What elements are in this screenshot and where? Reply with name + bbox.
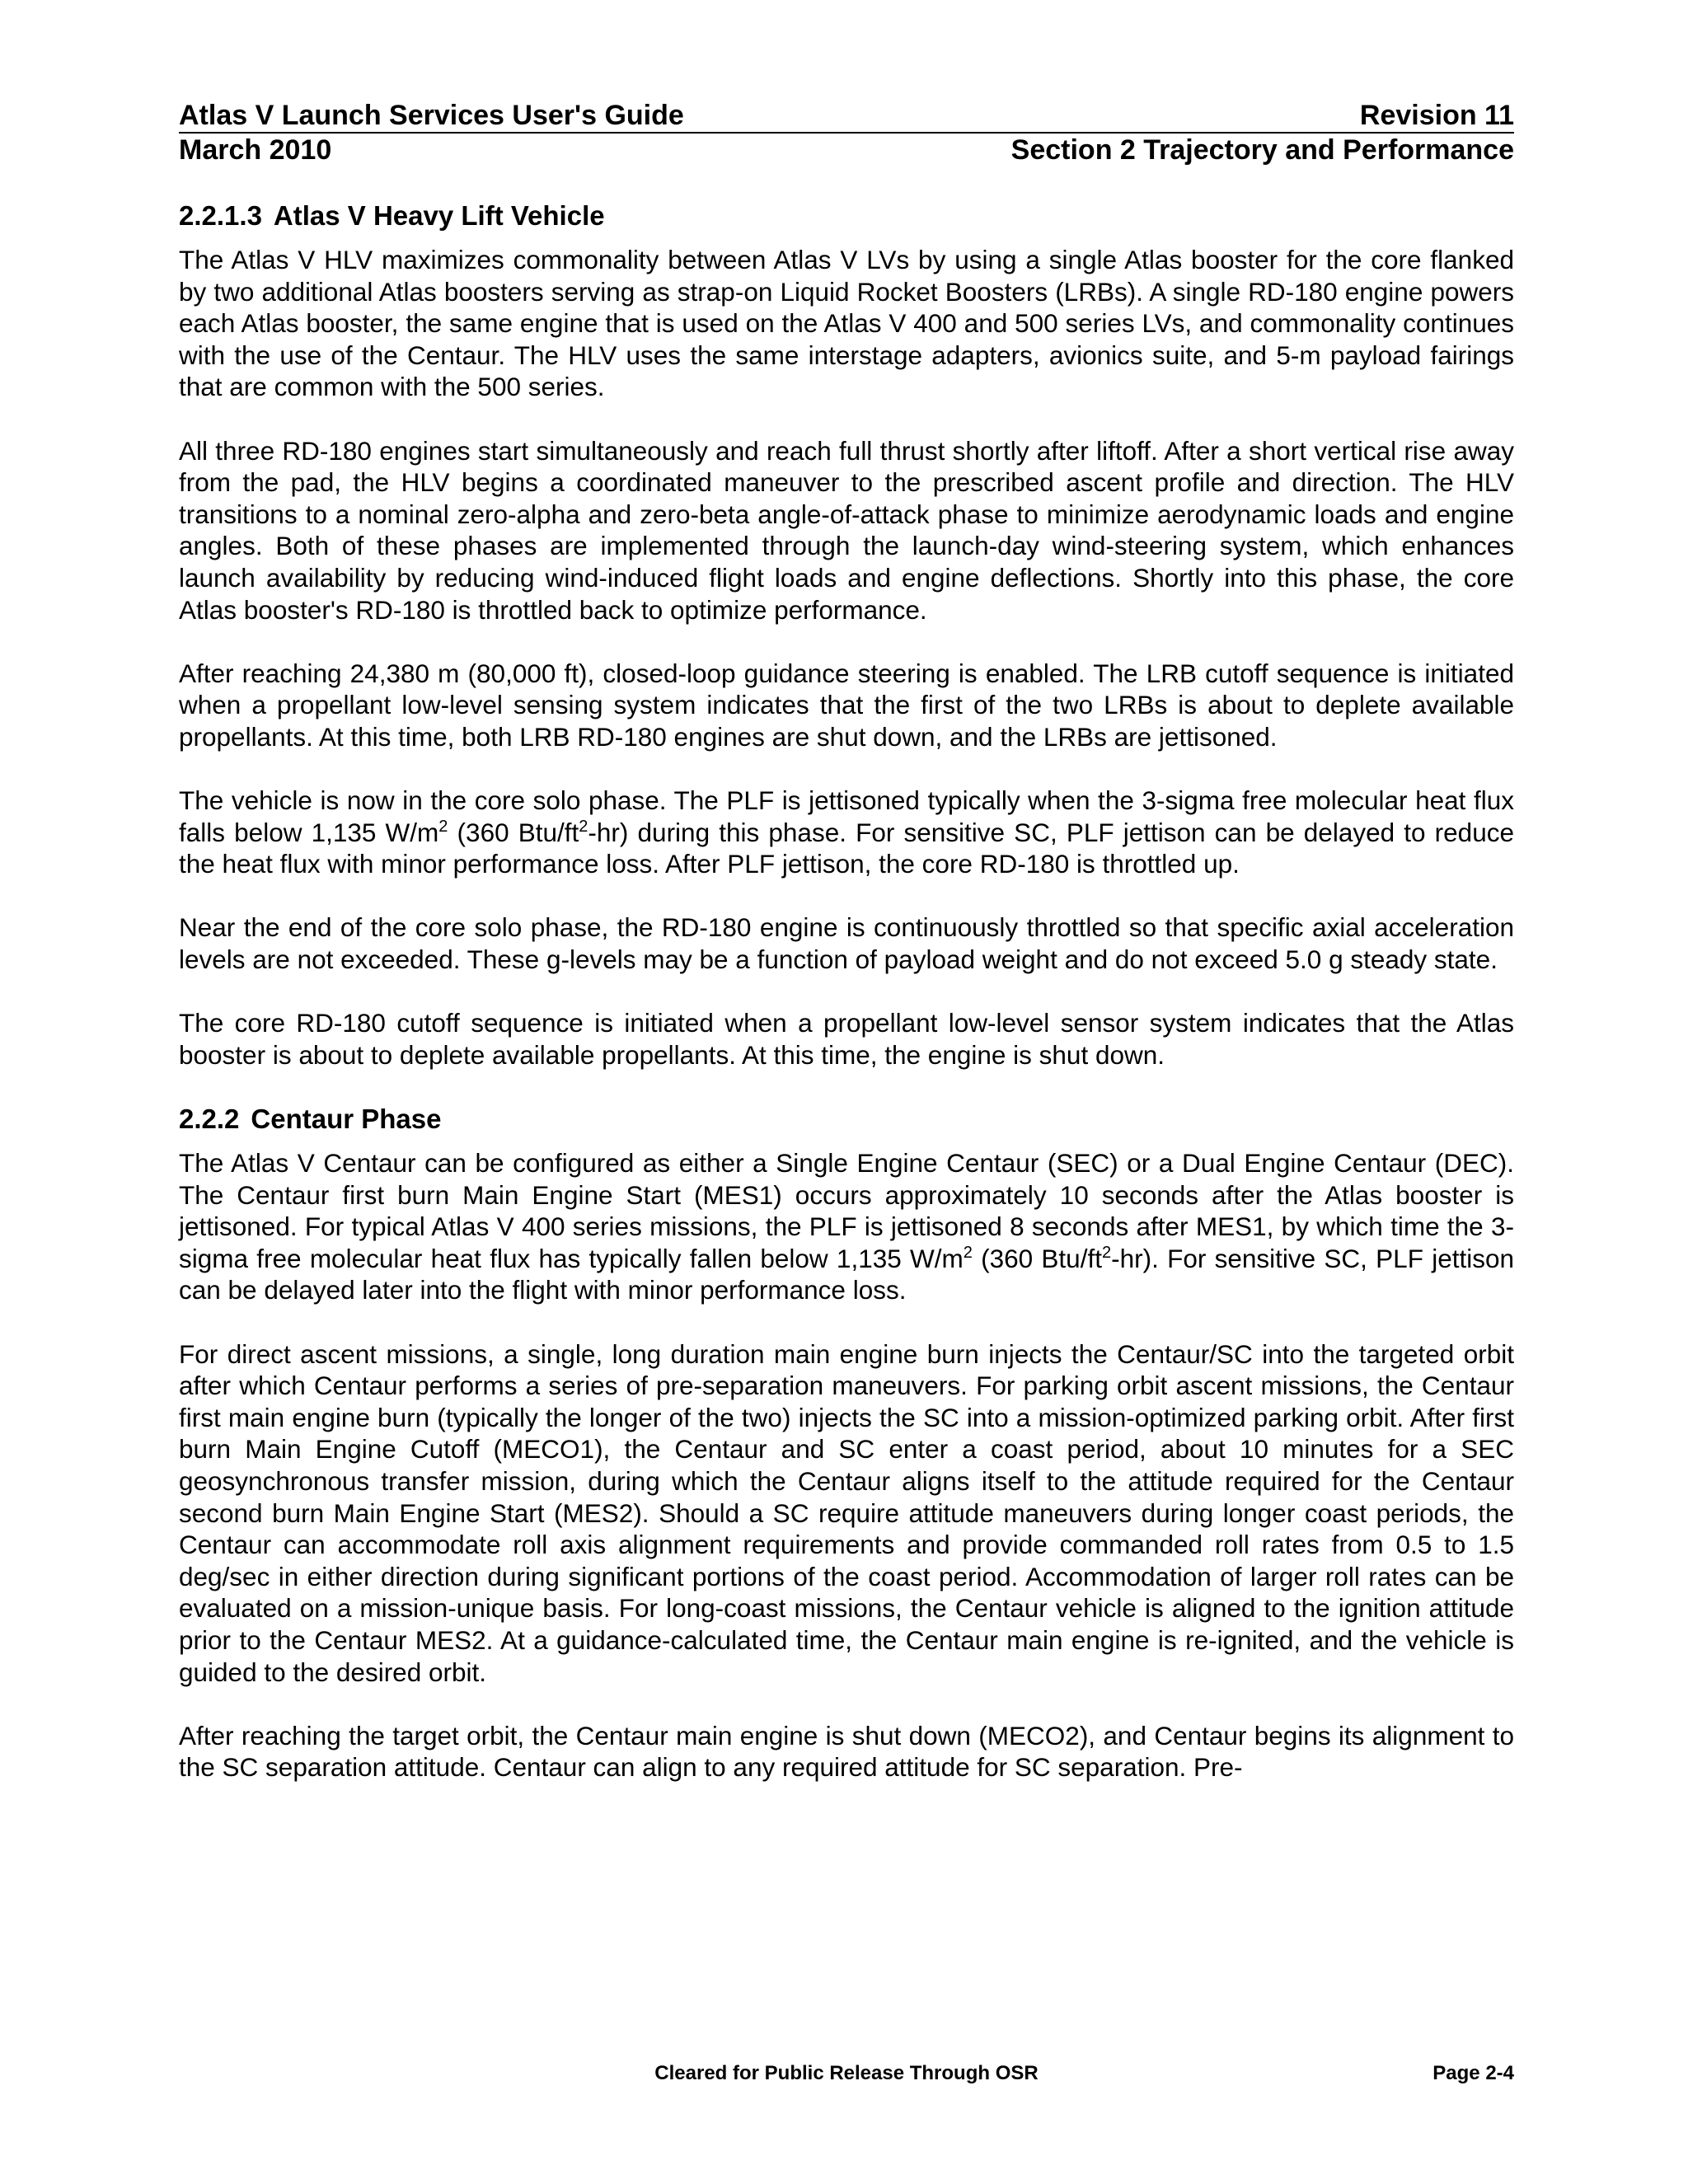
paragraph <box>179 785 1514 880</box>
paragraph: Near the end of the core solo phase, the RD-180 engine is continuously throttled so that specific axial acceleration levels are not exceeded. These g-levels may be a function of payload weight and do not exceed 5.0 g steady state. <box>179 912 1514 975</box>
superscript: 2 <box>438 817 448 836</box>
doc-title: Atlas V Launch Services User's Guide <box>179 100 684 131</box>
text-run: (360 Btu/ft <box>448 817 579 847</box>
text-run: -hr) during this phase. For sensitive SC, PLF jettison can be delayed to reduce the heat flux with minor performance loss. After PLF jettison, the core RD-180 is throttled up. <box>179 817 1514 879</box>
section-label: Section 2 Trajectory and Performance <box>1010 134 1514 166</box>
text-run: -hr). For sensitive SC, PLF jettison can be delayed later into the flight with minor performance loss. <box>179 1243 1515 1305</box>
text-run: (360 Btu/ft <box>972 1243 1102 1273</box>
section-heading-2-2-2 <box>179 1103 1514 1136</box>
section-number: 2.2.2 <box>179 1104 240 1135</box>
section-number: 2.2.1.3 <box>179 200 262 231</box>
paragraph: After reaching 24,380 m (80,000 ft), closed-loop guidance steering is enabled. The LRB cutoff sequence is initiated when a propellant low-level sensing system indicates that the first of the two LRBs is about to deplete available propellants. At this time, both LRB RD-180 engines are shut down, and the LRBs are jettisoned. <box>179 658 1514 752</box>
text-run: The vehicle is now in the core solo phase. The PLF is jettisoned typically when the 3-sigma free molecular heat flux falls below 1,135 W/m <box>179 785 1514 847</box>
revision-label: Revision 11 <box>1359 100 1514 131</box>
doc-date: March 2010 <box>179 134 332 166</box>
section-title: Centaur Phase <box>251 1104 442 1135</box>
running-header-top <box>179 99 1514 132</box>
superscript: 2 <box>579 817 588 836</box>
paragraph: For direct ascent missions, a single, long duration main engine burn injects the Centaur/SC into the targeted orbit after which Centaur performs a series of pre-separation maneuvers. For parking orbit ascent missions, the Centaur first main engine burn (typically the longer of the two) injects the SC into a mission-optimized parking orbit. After first burn Main Engine Cutoff (MECO1), the Centaur and SC enter a coast period, about 10 minutes for a SEC geosynchronous transfer mission, during which the Centaur aligns itself to the attitude required for the Centaur second burn Main Engine Start (MES2). Should a SC require attitude maneuvers during longer coast periods, the Centaur can accommodate roll axis alignment requirements and provide commanded roll rates from 0.5 to 1.5 deg/sec in either direction during significant portions of the coast period. Accommodation of larger roll rates can be evaluated on a mission-unique basis. For long-coast missions, the Centaur vehicle is aligned to the ignition attitude prior to the Centaur MES2. At a guidance-calculated time, the Centaur main engine is re-ignited, and the vehicle is guided to the desired orbit. <box>179 1338 1514 1687</box>
text-run: The Atlas V Centaur can be configured as either a Single Engine Centaur (SEC) or a Dual Engine Centaur (DEC). The Centaur first burn Main Engine Start (MES1) occurs approximately 10 seconds after the Atlas booster is jettisoned. For typical Atlas V 400 series missions, the PLF is jettisoned 8 seconds after MES1, by which time the 3-sigma free molecular heat flux has typically fallen below 1,135 W/m <box>179 1148 1514 1273</box>
page-number: Page 2-4 <box>1432 2062 1514 2084</box>
running-header-bottom <box>179 134 1514 166</box>
paragraph: The core RD-180 cutoff sequence is initiated when a propellant low-level sensor system indicates that the Atlas booster is about to deplete available propellants. At this time, the engine is shut down. <box>179 1008 1514 1070</box>
paragraph: All three RD-180 engines start simultaneously and reach full thrust shortly after liftoff. After a short vertical rise away from the pad, the HLV begins a coordinated maneuver to the prescribed ascent profile and direction. The HLV transitions to a nominal zero-alpha and zero-beta angle-of-attack phase to minimize aerodynamic loads and engine angles. Both of these phases are implemented through the launch-day wind-steering system, which enhances launch availability by reducing wind-induced flight loads and engine deflections. Shortly into this phase, the core Atlas booster's RD-180 is throttled back to optimize performance. <box>179 435 1514 625</box>
paragraph <box>179 1147 1514 1306</box>
superscript: 2 <box>1101 1243 1112 1262</box>
paragraph: The Atlas V HLV maximizes commonality between Atlas V LVs by using a single Atlas booster for the core flanked by two additional Atlas boosters serving as strap-on Liquid Rocket Boosters (LRBs). A single RD-180 engine powers each Atlas booster, the same engine that is used on the Atlas V 400 and 500 series LVs, and commonality continues with the use of the Centaur. The HLV uses the same interstage adapters, avionics suite, and 5-m payload fairings that are common with the 500 series. <box>179 245 1514 402</box>
superscript: 2 <box>963 1243 973 1262</box>
paragraph: After reaching the target orbit, the Centaur main engine is shut down (MECO2), and Centaur begins its alignment to the SC separation attitude. Centaur can align to any required attitude for SC separation. Pre- <box>179 1720 1514 1783</box>
section-title: Atlas V Heavy Lift Vehicle <box>273 200 605 231</box>
release-notice: Cleared for Public Release Through OSR <box>654 2062 1039 2084</box>
page-body <box>179 199 1514 1816</box>
page-footer <box>179 2057 1514 2090</box>
section-heading-2-2-1-3 <box>179 199 1514 232</box>
